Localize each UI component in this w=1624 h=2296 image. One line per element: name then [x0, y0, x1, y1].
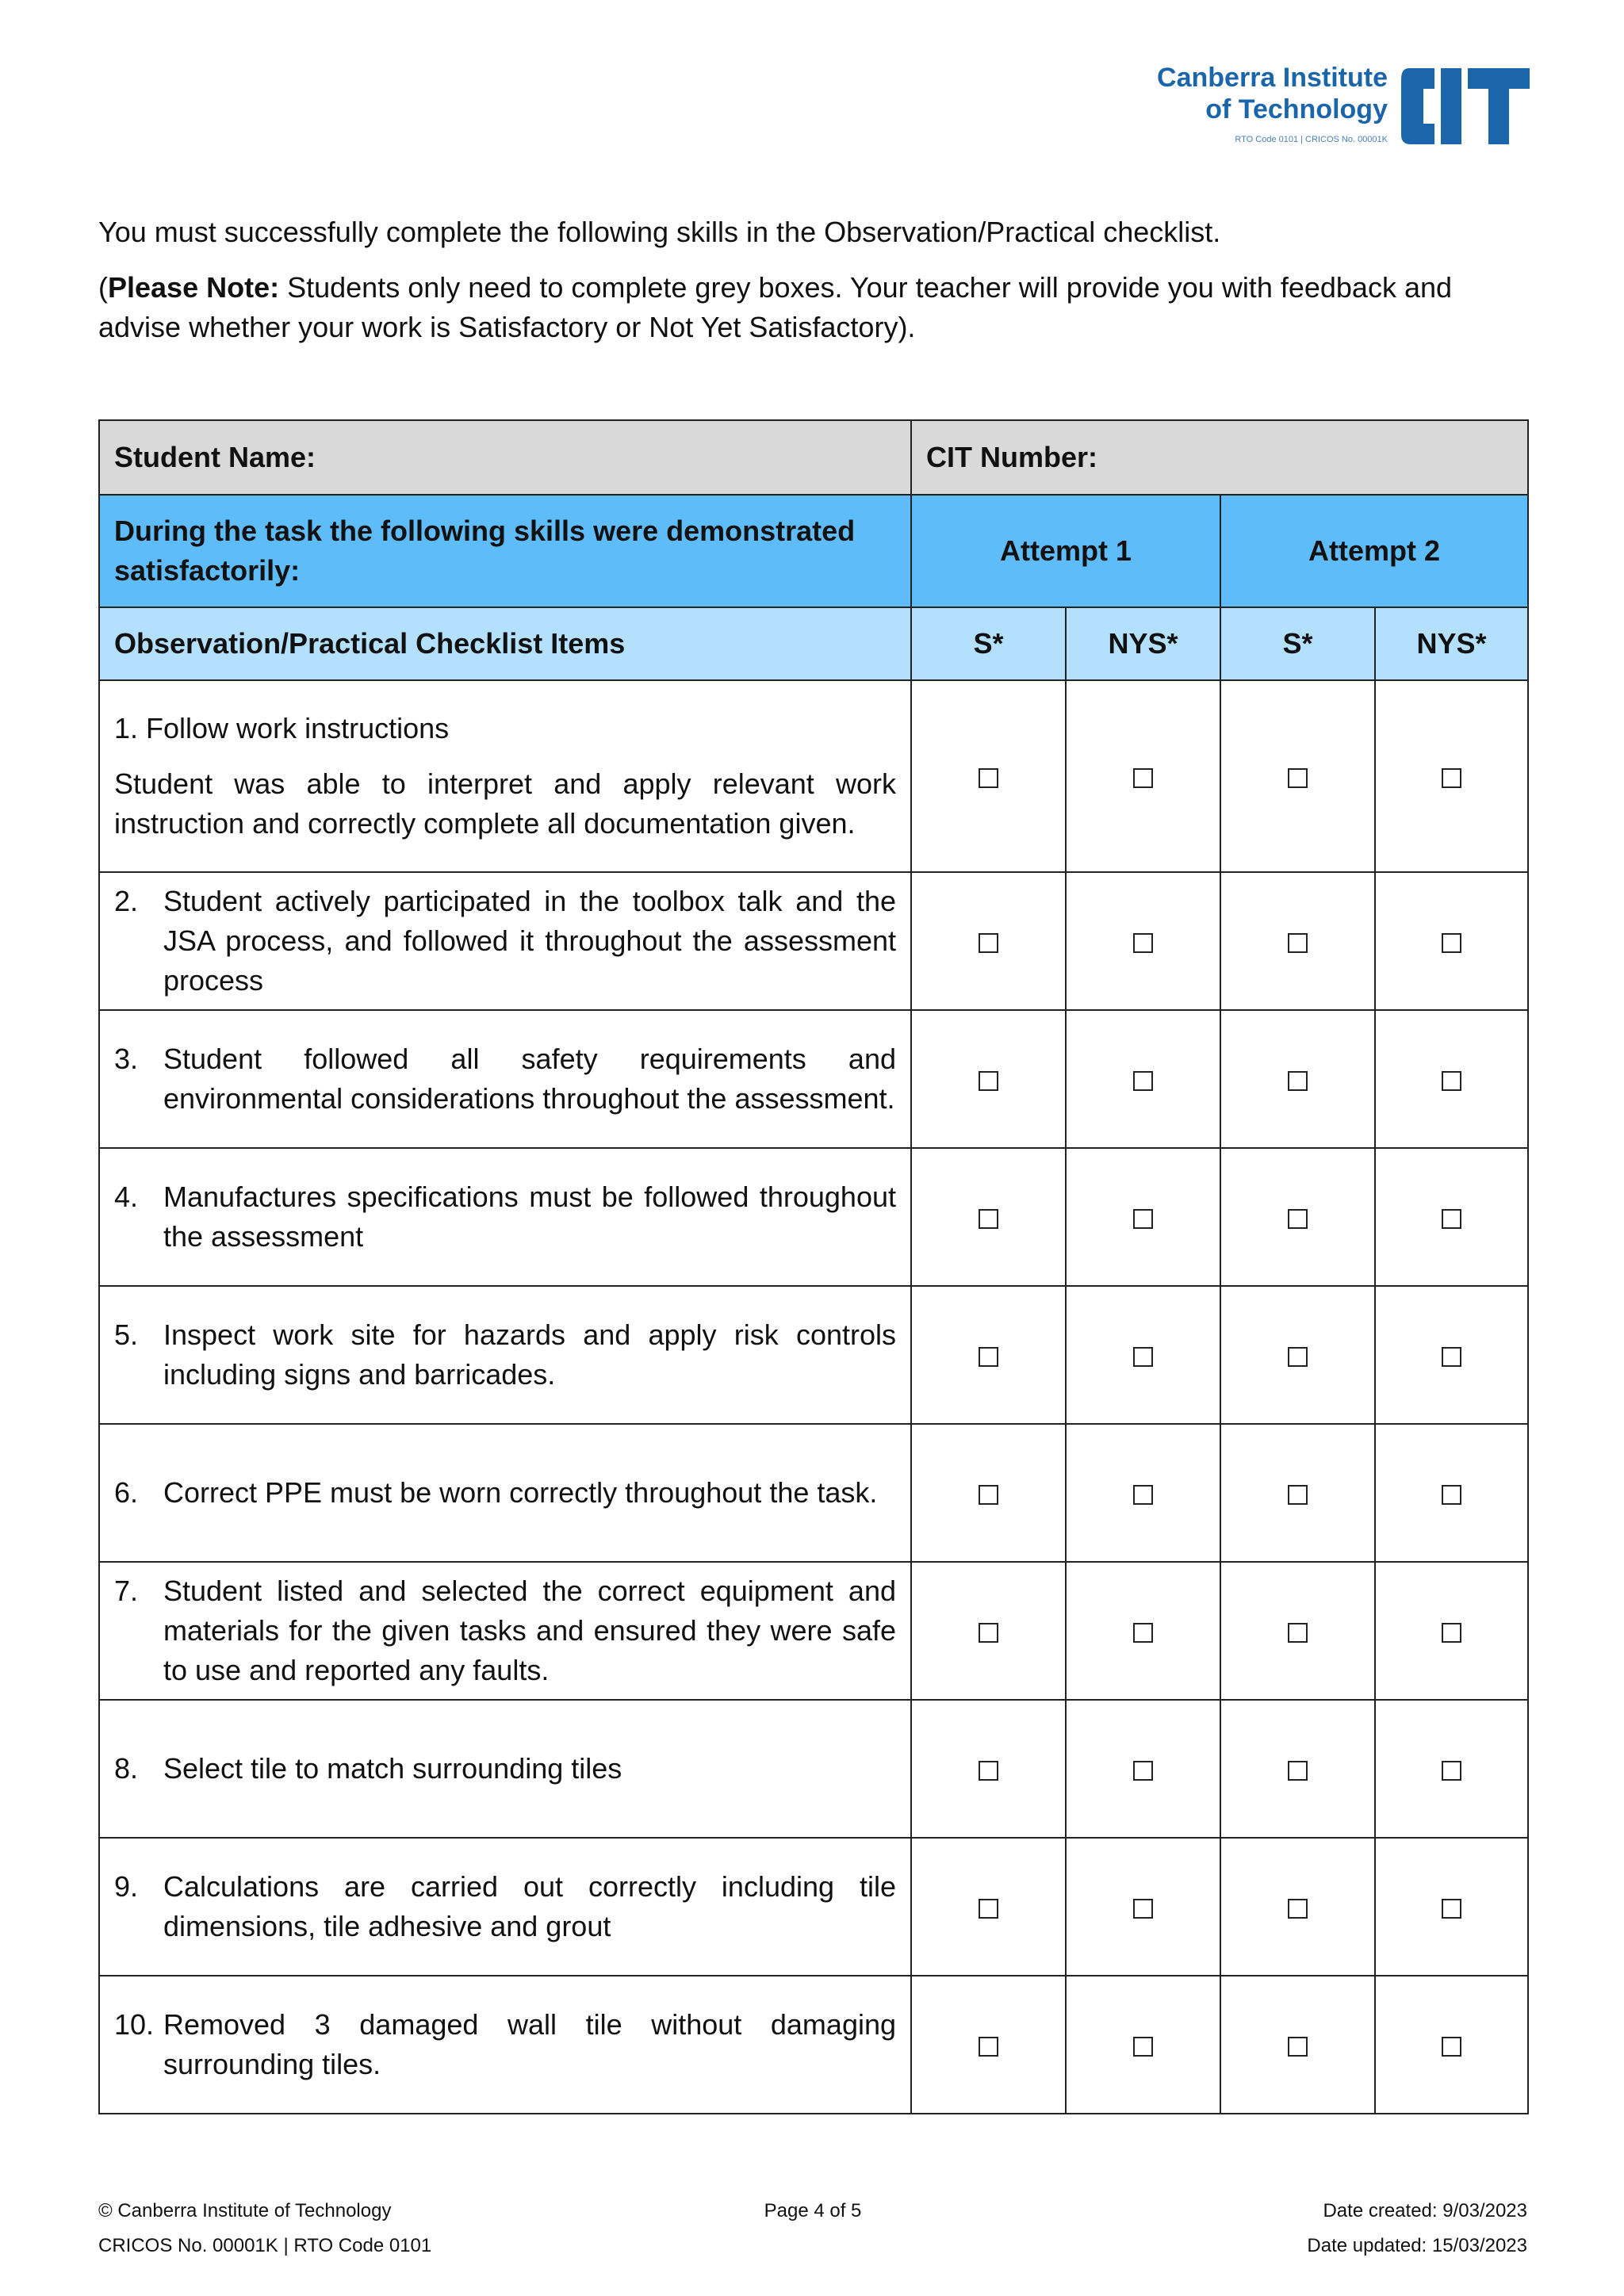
footer-page-number: Page 4 of 5 [764, 2200, 862, 2221]
logo-line-1: Canberra Institute [1157, 63, 1388, 93]
checklist-item-number: 8. [114, 1752, 139, 1785]
attempt-2-s-checkbox[interactable] [1288, 1347, 1308, 1367]
checklist-item [99, 1148, 1528, 1286]
checklist-item [99, 1976, 1528, 2114]
checklist-item-text [99, 1838, 911, 1976]
attempt-1-s-checkbox[interactable] [979, 1071, 998, 1091]
checklist-item [99, 872, 1528, 1010]
checklist-item-number: 9. [114, 1870, 139, 1903]
checklist-item [99, 1286, 1528, 1424]
attempt-1-nys-checkbox[interactable] [1133, 1761, 1153, 1781]
logo-codes: RTO Code 0101 | CRICOS No. 00001K [1235, 135, 1388, 144]
attempt-2-nys-checkbox[interactable] [1442, 1209, 1461, 1229]
attempt-2-s-heading: S* [1220, 607, 1375, 680]
checklist-item-number: 10. [114, 2008, 155, 2041]
checklist-item [99, 1838, 1528, 1976]
checklist-item-text [99, 1976, 911, 2114]
checklist-item-number: 6. [114, 1476, 139, 1509]
checklist-item [99, 1010, 1528, 1148]
checklist-item [99, 1700, 1528, 1838]
checklist-item-description: Student actively participated in the toolbox talk and the JSA process, and followed it throughout the assessment process [163, 885, 896, 997]
checklist-item-text [99, 1148, 911, 1286]
footer-date-updated: Date updated: 15/03/2023 [1307, 2235, 1527, 2256]
attempt-1-heading: Attempt 1 [911, 495, 1220, 607]
checklist-item-description: Calculations are carried out correctly including tile dimensions, tile adhesive and grout [163, 1870, 896, 1942]
skills-heading: During the task the following skills were demonstrated satisfactorily: [99, 495, 911, 607]
note-open: ( [98, 271, 108, 304]
checklist-table [98, 419, 1529, 2114]
attempts-header-row [99, 495, 1528, 607]
cit-logo [1150, 62, 1530, 153]
attempt-1-s-checkbox[interactable] [979, 1485, 998, 1505]
attempt-2-nys-checkbox[interactable] [1442, 768, 1461, 788]
intro-instruction: You must successfully complete the following skills in the Observation/Practical checklist. [98, 216, 1221, 248]
note-label: Please Note: [108, 271, 280, 304]
attempt-2-heading: Attempt 2 [1220, 495, 1528, 607]
attempt-1-nys-checkbox[interactable] [1133, 1623, 1153, 1643]
checklist-item-text [99, 680, 911, 872]
attempt-2-s-checkbox[interactable] [1288, 1071, 1308, 1091]
attempt-2-s-checkbox[interactable] [1288, 1623, 1308, 1643]
attempt-1-nys-checkbox[interactable] [1133, 2037, 1153, 2057]
checklist-item-number: 3. [114, 1043, 139, 1075]
checklist-item-description: Student followed all safety requirements and environmental considerations throughout the assessment. [163, 1043, 896, 1115]
attempt-2-nys-checkbox[interactable] [1442, 2037, 1461, 2057]
attempt-1-s-checkbox[interactable] [979, 933, 998, 953]
attempt-1-nys-checkbox[interactable] [1133, 1347, 1153, 1367]
checklist-item-number: 2. [114, 885, 139, 917]
footer-cricos: CRICOS No. 00001K | RTO Code 0101 [98, 2235, 432, 2256]
footer-date-created: Date created: 9/03/2023 [1323, 2200, 1527, 2221]
checklist-item-number: 4. [114, 1181, 139, 1213]
attempt-1-nys-checkbox[interactable] [1133, 768, 1153, 788]
attempt-1-s-checkbox[interactable] [979, 768, 998, 788]
checklist-item-description: Inspect work site for hazards and apply risk controls including signs and barricades. [163, 1318, 896, 1391]
attempt-2-s-checkbox[interactable] [1288, 933, 1308, 953]
attempt-2-s-checkbox[interactable] [1288, 768, 1308, 788]
attempt-1-nys-checkbox[interactable] [1133, 1071, 1153, 1091]
attempt-2-nys-checkbox[interactable] [1442, 1623, 1461, 1643]
checklist-item-description: Manufactures specifications must be followed throughout the assessment [163, 1181, 896, 1253]
attempt-2-nys-checkbox[interactable] [1442, 1071, 1461, 1091]
attempt-2-nys-checkbox[interactable] [1442, 1347, 1461, 1367]
attempt-2-nys-checkbox[interactable] [1442, 1485, 1461, 1505]
attempt-1-s-checkbox[interactable] [979, 1347, 998, 1367]
checklist-item-text [99, 872, 911, 1010]
attempt-2-nys-checkbox[interactable] [1442, 933, 1461, 953]
attempt-1-s-checkbox[interactable] [979, 2037, 998, 2057]
student-name-field[interactable]: Student Name: [99, 420, 911, 495]
attempt-2-s-checkbox[interactable] [1288, 1485, 1308, 1505]
attempt-1-s-checkbox[interactable] [979, 1623, 998, 1643]
checklist-item-text [99, 1010, 911, 1148]
checklist-item-description: Removed 3 damaged wall tile without damaging surrounding tiles. [163, 2008, 896, 2080]
attempt-1-nys-heading: NYS* [1066, 607, 1220, 680]
attempt-1-s-checkbox[interactable] [979, 1899, 998, 1919]
item-1-body: Student was able to interpret and apply relevant work instruction and correctly complete all documentation given. [114, 767, 896, 840]
attempt-2-nys-heading: NYS* [1375, 607, 1528, 680]
checklist-item [99, 680, 1528, 872]
item-1-title: 1. Follow work instructions [114, 712, 450, 744]
checklist-item-text [99, 1424, 911, 1562]
attempt-1-s-checkbox[interactable] [979, 1209, 998, 1229]
cit-number-field[interactable]: CIT Number: [911, 420, 1528, 495]
attempt-2-nys-checkbox[interactable] [1442, 1899, 1461, 1919]
attempt-1-s-checkbox[interactable] [979, 1761, 998, 1781]
student-details-row [99, 420, 1528, 495]
checklist-item [99, 1562, 1528, 1700]
attempt-1-s-heading: S* [911, 607, 1066, 680]
checklist-item-number: 5. [114, 1318, 139, 1351]
note-text: Students only need to complete grey boxes. Your teacher will provide you with feedback and advise whether your work is Satisfactory or Not Yet Satisfactory). [98, 271, 1453, 343]
checklist-item [99, 1424, 1528, 1562]
checklist-item-text [99, 1286, 911, 1424]
footer-copyright: © Canberra Institute of Technology [98, 2200, 392, 2221]
attempt-2-s-checkbox[interactable] [1288, 2037, 1308, 2057]
checklist-item-number: 7. [114, 1575, 139, 1607]
attempt-1-nys-checkbox[interactable] [1133, 1209, 1153, 1229]
checklist-item-description: Select tile to match surrounding tiles [163, 1752, 622, 1785]
attempt-1-nys-checkbox[interactable] [1133, 1899, 1153, 1919]
cit-mark-icon [1400, 65, 1530, 146]
checklist-item-text [99, 1700, 911, 1838]
checklist-item-text [99, 1562, 911, 1700]
columns-header-row [99, 607, 1528, 680]
attempt-2-s-checkbox[interactable] [1288, 1761, 1308, 1781]
attempt-2-s-checkbox[interactable] [1288, 1209, 1308, 1229]
attempt-2-nys-checkbox[interactable] [1442, 1761, 1461, 1781]
attempt-1-nys-checkbox[interactable] [1133, 933, 1153, 953]
checklist-item-description: Student listed and selected the correct equipment and materials for the given tasks and ensured they were safe to use and reported any faults. [163, 1575, 896, 1686]
checklist-item-description: Correct PPE must be worn correctly throughout the task. [163, 1476, 878, 1509]
intro-note [98, 268, 1526, 347]
attempt-2-s-checkbox[interactable] [1288, 1899, 1308, 1919]
logo-line-2: of Technology [1205, 94, 1388, 124]
attempt-1-nys-checkbox[interactable] [1133, 1485, 1153, 1505]
items-heading: Observation/Practical Checklist Items [99, 607, 911, 680]
